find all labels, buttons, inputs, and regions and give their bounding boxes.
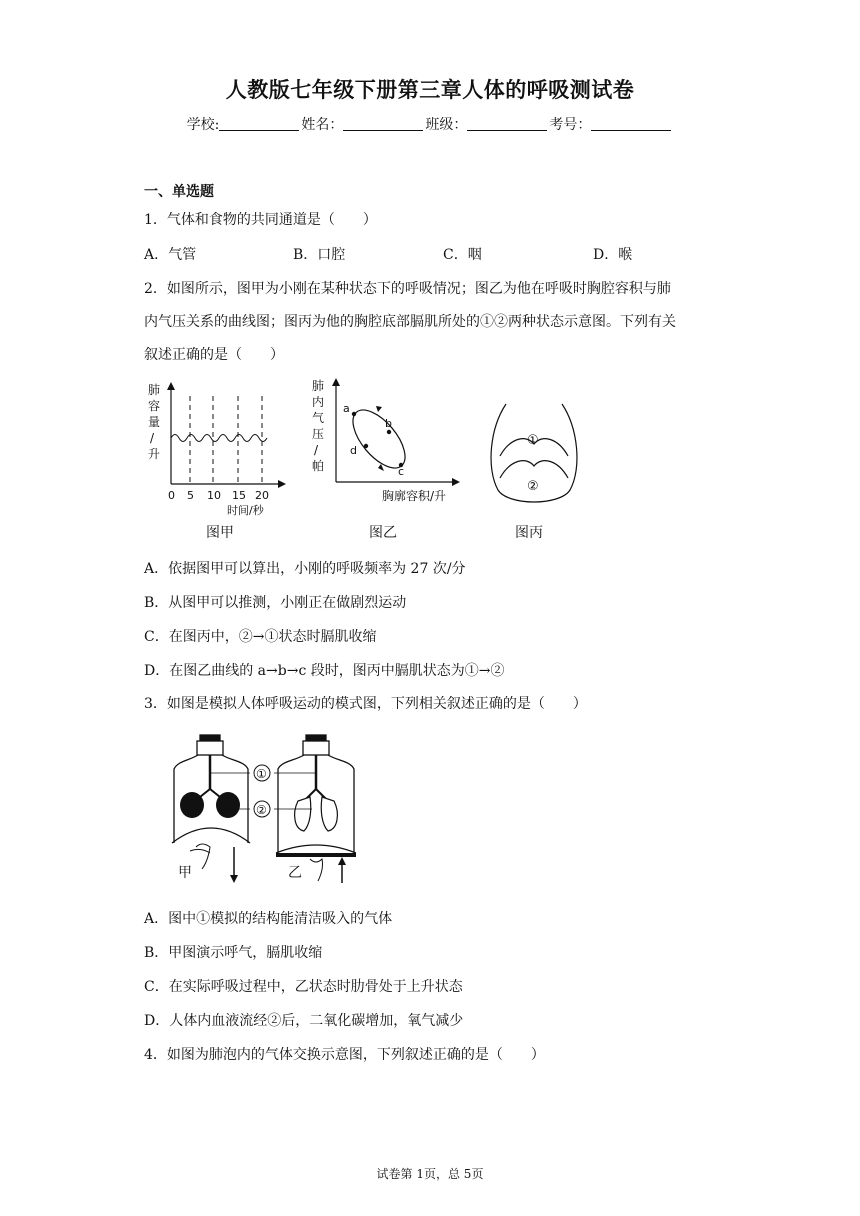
- jar-yi: [276, 735, 356, 853]
- fig-b-ylabel-3: 压: [312, 427, 325, 441]
- name-blank[interactable]: [343, 116, 423, 131]
- page-title: 人教版七年级下册第三章人体的呼吸测试卷: [225, 78, 635, 102]
- q3-stem: 3．如图是模拟人体呼吸运动的模式图，下列相关叙述正确的是（ ）: [144, 696, 587, 712]
- q3-option-c[interactable]: C．在实际呼吸过程中，乙状态时肋骨处于上升状态: [144, 979, 463, 995]
- fig-a-ylabel-0: 肺: [148, 383, 161, 397]
- q3-option-b[interactable]: B．甲图演示呼气，膈肌收缩: [144, 945, 323, 961]
- q1-option-d[interactable]: D．喉: [593, 247, 633, 263]
- fig-a-xlabel: 时间/秒: [227, 504, 264, 517]
- fig-b-ylabel-4: /: [314, 443, 319, 457]
- fig-a-xtick-1: 5: [187, 489, 194, 502]
- q2-stem-line-3: 叙述正确的是（ ）: [144, 347, 284, 363]
- fig-a-ylabel-4: 升: [148, 447, 161, 461]
- page-footer: 试卷第 1页，总 5页: [376, 1167, 484, 1181]
- exam-no-label: 考号：: [549, 117, 592, 133]
- model-caption-yi: 乙: [288, 865, 302, 881]
- name-label: 姓名：: [301, 117, 344, 133]
- fig-a-xtick-2: 10: [207, 489, 221, 502]
- class-label: 班级：: [425, 117, 468, 133]
- q1-stem: 1．气体和食物的共同通道是（ ）: [144, 212, 377, 228]
- q3-option-a[interactable]: A．图中①模拟的结构能清洁吸入的气体: [144, 911, 393, 927]
- fig-b-point-b: b: [385, 417, 392, 430]
- fig-c-caption: 图丙: [515, 525, 543, 541]
- school-blank[interactable]: [219, 116, 299, 131]
- fig-b-point-a: a: [343, 402, 350, 415]
- fig-b-xlabel: 胸廓容积/升: [382, 489, 447, 503]
- q3-option-d[interactable]: D．人体内血液流经②后，二氧化碳增加，氧气减少: [144, 1013, 464, 1029]
- student-info-line: [0, 114, 860, 134]
- q2-option-c[interactable]: C．在图丙中，②→①状态时膈肌收缩: [144, 629, 377, 645]
- fig-a-ylabel-1: 容: [148, 399, 161, 413]
- fig-b-point-d: d: [350, 444, 357, 457]
- q2-stem-line-2: 内气压关系的曲线图；图丙为他的胸腔底部膈肌所处的①②两种状态示意图。下列有关: [144, 314, 676, 330]
- q2-option-d[interactable]: D．在图乙曲线的 a→b→c 段时，图丙中膈肌状态为①→②: [144, 663, 505, 679]
- q2-stem-line-1: 2．如图所示，图甲为小刚在某种状态下的呼吸情况；图乙为他在呼吸时胸腔容积与肺: [144, 281, 671, 297]
- figure-yi-pressure-volume: [306, 376, 466, 506]
- school-label: 学校:: [186, 117, 220, 133]
- class-blank[interactable]: [467, 116, 547, 131]
- fig-b-point-c: c: [398, 465, 405, 478]
- fig-a-xtick-3: 15: [232, 489, 246, 502]
- fig-b-ylabel-5: 帕: [312, 459, 325, 473]
- figure-breathing-model: [160, 725, 370, 890]
- fig-b-caption: 图乙: [369, 525, 397, 541]
- jar-jia: [172, 735, 250, 843]
- fig-c-label-2: ②: [527, 479, 539, 494]
- fig-a-caption: 图甲: [206, 525, 234, 541]
- exam-no-blank[interactable]: [591, 116, 671, 131]
- q1-option-b[interactable]: B．口腔: [293, 247, 346, 263]
- q2-option-a[interactable]: A．依据图甲可以算出，小刚的呼吸频率为 27 次/分: [144, 561, 466, 577]
- fig-b-ylabel-1: 内: [312, 395, 325, 409]
- model-caption-jia: 甲: [178, 865, 192, 881]
- fig-c-label-1: ①: [527, 433, 539, 448]
- fig-a-xtick-4: 20: [255, 489, 269, 502]
- q4-stem: 4．如图为肺泡内的气体交换示意图，下列叙述正确的是（ ）: [144, 1047, 545, 1063]
- fig-b-ylabel-2: 气: [312, 411, 325, 425]
- fig-a-xtick-0: 0: [168, 489, 175, 502]
- q2-option-b[interactable]: B．从图甲可以推测，小刚正在做剧烈运动: [144, 595, 407, 611]
- figure-jia-lung-volume: [140, 378, 290, 518]
- section-heading: 一、单选题: [144, 184, 214, 200]
- fig-b-ylabel-0: 肺: [312, 379, 325, 393]
- fig-a-ylabel-3: /: [150, 431, 155, 445]
- q1-option-c[interactable]: C．咽: [443, 247, 482, 263]
- fig-a-ylabel-2: 量: [148, 415, 161, 429]
- model-label-2: ②: [256, 803, 267, 817]
- model-label-1: ①: [256, 767, 267, 781]
- figure-bing-diaphragm: [484, 398, 584, 510]
- q1-option-a[interactable]: A．气管: [144, 247, 197, 263]
